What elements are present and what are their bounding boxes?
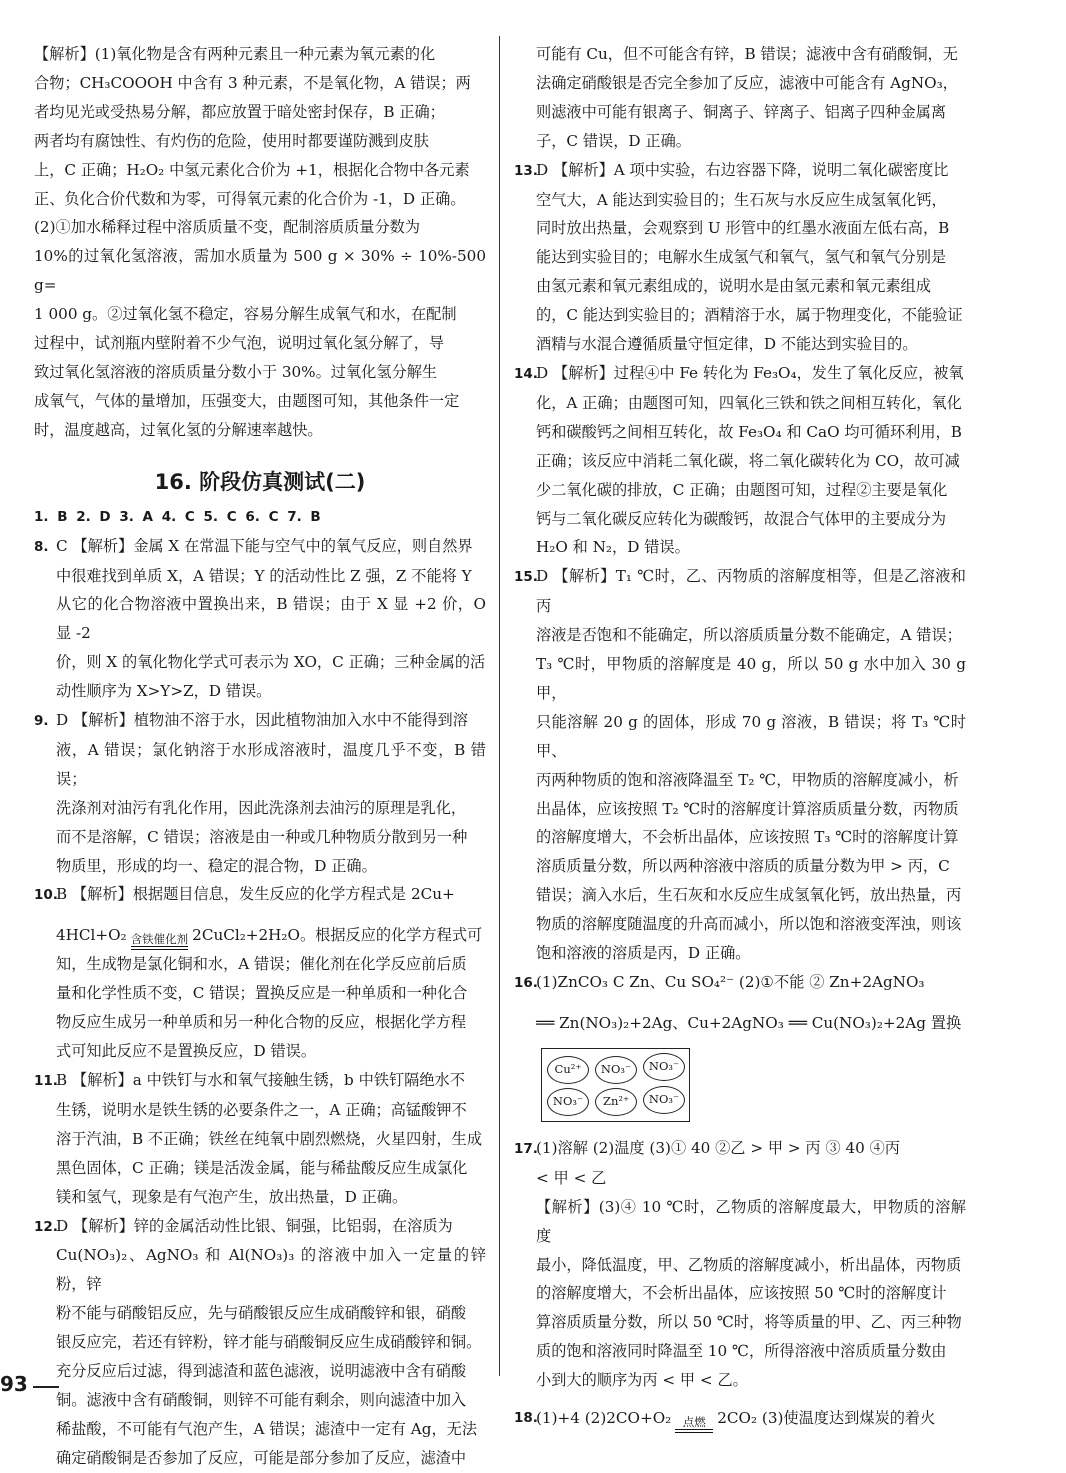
text-line: 子，C 错误，D 正确。 bbox=[536, 131, 691, 150]
text-line: H₂O 和 N₂，D 错误。 bbox=[536, 538, 690, 557]
ion-nitrate: NO₃⁻ bbox=[643, 1086, 685, 1114]
chemical-equation bbox=[56, 910, 486, 950]
text-line: 则滤液中可能有银离子、铜离子、锌离子、铝离子四种金属离 bbox=[536, 102, 947, 121]
text-line: D 【解析】植物油不溶于水，因此植物油加入水中不能得到溶 bbox=[56, 711, 468, 730]
text-line: 动性顺序为 X>Y>Z，D 错误。 bbox=[56, 682, 272, 701]
text-line: 酒精与水混合遵循质量守恒定律，D 不能达到实验目的。 bbox=[536, 335, 918, 354]
ion-copper: Cu²⁺ bbox=[547, 1056, 589, 1084]
text-line: 上，C 正确；H₂O₂ 中氢元素化合价为 +1，根据化合物中各元素 bbox=[34, 160, 470, 179]
text-line: 过程中，试剂瓶内壁附着不少气泡，说明过氧化氢分解了，导 bbox=[34, 334, 445, 353]
answer-q18 bbox=[514, 1395, 966, 1433]
text-line: 10%的过氧化氢溶液，需加水质量为 500 g × 30% ÷ 10%-500 g= bbox=[34, 247, 486, 295]
reaction-condition: 含铁催化剂 bbox=[130, 932, 189, 947]
text-line: 最小，降低温度，甲、乙物质的溶解度减小，析出晶体，丙物质 bbox=[536, 1255, 962, 1274]
question-number: 13. bbox=[514, 162, 538, 179]
text-line: 只能溶解 20 g 的固体，形成 70 g 溶液，B 错误；将 T₃ ℃时甲、 bbox=[536, 712, 966, 760]
text-line: 溶液是否饱和不能确定，所以溶质质量分数不能确定，A 错误； bbox=[536, 626, 962, 645]
text-line: 饱和溶液的溶质是丙，D 正确。 bbox=[536, 944, 751, 963]
text-line: 致过氧化氢溶液的溶质质量分数小于 30%。过氧化氢分解生 bbox=[34, 362, 438, 381]
answer-q11 bbox=[34, 1066, 486, 1212]
text-line: D 【解析】T₁ ℃时，乙、丙物质的溶解度相等，但是乙溶液和丙 bbox=[536, 567, 966, 616]
text-line: 物质里，形成的均一、稳定的混合物，D 正确。 bbox=[56, 856, 377, 875]
double-line bbox=[675, 1429, 713, 1433]
text-line: (1)溶解 (2)温度 (3)① 40 ②乙 > 甲 > 丙 ③ 40 ④丙 bbox=[536, 1138, 900, 1157]
text-line: B 【解析】根据题目信息，发生反应的化学方程式是 2Cu+ bbox=[56, 885, 455, 904]
text-line: 铜。滤液中含有硝酸铜，则锌不可能有剩余，则向滤渣中加入 bbox=[56, 1390, 467, 1409]
text-line: 溶质质量分数，所以两种溶液中溶质的质量分数为甲 > 丙，C bbox=[536, 857, 950, 876]
right-column bbox=[514, 40, 966, 1433]
left-column bbox=[34, 40, 486, 1473]
text-line: 镁和氢气，现象是有气泡产生，放出热量，D 正确。 bbox=[56, 1187, 408, 1206]
text-line: 而不是溶解，C 错误；溶液是由一种或几种物质分散到另一种 bbox=[56, 827, 468, 846]
text-line: 错误；滴入水后，生石灰和水反应生成氢氧化钙，放出热量，丙 bbox=[536, 886, 962, 905]
text-line: D 【解析】过程④中 Fe 转化为 Fe₃O₄，发生了氧化反应，被氧 bbox=[536, 363, 964, 382]
answer-q16 bbox=[514, 968, 966, 1038]
question-number: 9. bbox=[34, 713, 49, 730]
text-line: 银反应完，若还有锌粉，锌才能与硝酸铜反应生成硝酸锌和铜。 bbox=[56, 1333, 482, 1352]
column-divider bbox=[499, 36, 500, 1376]
text-line: 物反应生成另一种单质和另一种化合物的反应，根据化学方程 bbox=[56, 1013, 467, 1032]
text-line: 丙两种物质的饱和溶液降温至 T₂ ℃，甲物质的溶解度减小，析 bbox=[536, 770, 959, 789]
question-number: 17. bbox=[514, 1140, 538, 1157]
text-line: (1)ZnCO₃ C Zn、Cu SO₄²⁻ (2)①不能 ② Zn+2AgNO₃ bbox=[536, 973, 925, 991]
text-line: 少二氧化碳的排放，C 正确；由题图可知，过程②主要是氧化 bbox=[536, 480, 948, 499]
text-line: 黑色固体，C 正确；镁是活泼金属，能与稀盐酸反应生成氯化 bbox=[56, 1158, 468, 1177]
text-line: 【解析】(1)氧化物是含有两种元素且一种元素为氧元素的化 bbox=[34, 45, 436, 63]
question-number: 15. bbox=[514, 569, 538, 586]
text-line: 中很难找到单质 X，A 错误；Y 的活动性比 Z 强，Z 不能将 Y bbox=[56, 566, 472, 585]
text-line: 【解析】(3)④ 10 ℃时，乙物质的溶解度最大，甲物质的溶解度 bbox=[536, 1197, 966, 1245]
equation-arrow bbox=[131, 932, 189, 950]
text-line: Cu(NO₃)₂、AgNO₃ 和 Al(NO₃)₃ 的溶液中加入一定量的锌粉，锌 bbox=[56, 1246, 486, 1294]
text-line: 量和化学性质不变，C 错误；置换反应是一种单质和一种化合 bbox=[56, 984, 468, 1003]
equation-reactants: (1)+4 (2)2CO+O₂ bbox=[536, 1409, 672, 1428]
text-line: 钙和碳酸钙之间相互转化，故 Fe₃O₄ 和 CaO 均可循环利用，B bbox=[536, 422, 962, 441]
question-number: 18. bbox=[514, 1410, 538, 1427]
text-line: 知，生成物是氯化铜和水，A 错误；催化剂在化学反应前后质 bbox=[56, 955, 467, 974]
question-number: 14. bbox=[514, 365, 538, 382]
multiple-choice-answers: 1. B 2. D 3. A 4. C 5. C 6. C 7. B bbox=[34, 508, 321, 525]
answer-q10 bbox=[34, 880, 486, 1066]
ion-nitrate: NO₃⁻ bbox=[595, 1056, 637, 1084]
text-line: 正、负化合价代数和为零，可得氧元素的化合价为 -1，D 正确。 bbox=[34, 189, 466, 208]
section-title: 16. 阶段仿真测试(二) bbox=[154, 469, 366, 494]
page-number: 93 bbox=[0, 1372, 28, 1396]
equation-products: 2CO₂ (3)使温度达到煤炭的着火 bbox=[717, 1409, 936, 1428]
text-line: 时，温度越高，过氧化氢的分解速率越快。 bbox=[34, 420, 323, 439]
text-line: 算溶质质量分数，所以 50 ℃时，将等质量的甲、乙、丙三种物 bbox=[536, 1313, 962, 1332]
equation-products: 2CuCl₂+2H₂O。根据反应的化学方程式可 bbox=[192, 926, 483, 945]
ion-diagram bbox=[541, 1048, 690, 1122]
page-number-rule bbox=[33, 1386, 59, 1388]
text-line: 化，A 正确；由题图可知，四氧化三铁和铁之间相互转化，氧化 bbox=[536, 393, 962, 412]
question-number: 12. bbox=[34, 1218, 58, 1235]
text-line: 1 000 g。②过氧化氢不稳定，容易分解生成氧气和水，在配制 bbox=[34, 305, 457, 324]
text-line: 生锈，说明水是铁生锈的必要条件之一，A 正确；高锰酸钾不 bbox=[56, 1100, 467, 1119]
text-line: 法确定硝酸银是否完全参加了反应，滤液中可能含有 AgNO₃， bbox=[536, 73, 958, 92]
text-line: 液，A 错误；氯化钠溶于水形成溶液时，温度几乎不变，B 错误； bbox=[56, 740, 486, 788]
text-line: D 【解析】A 项中实验，右边容器下降，说明二氧化碳密度比 bbox=[536, 160, 949, 179]
answer-q15 bbox=[514, 562, 966, 968]
text-line: 确定硝酸铜是否参加了反应，可能是部分参加了反应，滤渣中 bbox=[56, 1448, 467, 1467]
question-number: 10. bbox=[34, 887, 58, 904]
text-line: ══ Zn(NO₃)₂+2Ag、Cu+2AgNO₃ ══ Cu(NO₃)₂+2Ag 置换 bbox=[536, 1014, 962, 1032]
equation-arrow bbox=[675, 1415, 713, 1433]
answer-q12-continued bbox=[514, 40, 966, 156]
text-line: D 【解析】锌的金属活动性比银、铜强，比铝弱，在溶质为 bbox=[56, 1216, 453, 1235]
text-line: 洗涤剂对油污有乳化作用，因此洗涤剂去油污的原理是乳化， bbox=[56, 798, 467, 817]
text-line: 充分反应后过滤，得到滤渣和蓝色滤液，说明滤液中含有硝酸 bbox=[56, 1362, 467, 1381]
text-line: 溶于汽油，B 不正确；铁丝在纯氧中剧烈燃烧，火星四射，生成 bbox=[56, 1129, 483, 1148]
text-line: 物质的溶解度随温度的升高而减小，所以饱和溶液变浑浊，则该 bbox=[536, 915, 962, 934]
text-line: (2)①加水稀释过程中溶质质量不变，配制溶质质量分数为 bbox=[34, 218, 421, 237]
answer-q9 bbox=[34, 706, 486, 880]
text-line: 钙与二氧化碳反应转化为碳酸钙，故混合气体甲的主要成分为 bbox=[536, 509, 947, 528]
answer-q14 bbox=[514, 359, 966, 562]
text-line: 成氧气，气体的量增加，压强变大，由题图可知，其他条件一定 bbox=[34, 391, 460, 410]
text-line: 正确；该反应中消耗二氧化碳，将二氧化碳转化为 CO，故可减 bbox=[536, 451, 960, 470]
text-line: < 甲 < 乙 bbox=[536, 1168, 607, 1187]
text-line: 者均见光或受热易分解，都应放置于暗处密封保存，B 正确； bbox=[34, 102, 445, 121]
ion-zinc: Zn²⁺ bbox=[595, 1088, 637, 1116]
text-line: 稀盐酸，不可能有气泡产生，A 错误；滤渣中一定有 Ag，无法 bbox=[56, 1419, 478, 1438]
text-line: 的溶解度增大，不会析出晶体，应该按照 50 ℃时的溶解度计 bbox=[536, 1284, 947, 1303]
text-line: 由氢元素和氧元素组成的，说明水是由氢元素和氧元素组成 bbox=[536, 277, 931, 296]
text-line: 质的饱和溶液同时降温至 10 ℃，所得溶液中溶质质量分数由 bbox=[536, 1342, 947, 1361]
text-line: 同时放出热量，会观察到 U 形管中的红墨水液面左低右高，B bbox=[536, 219, 950, 238]
text-line: 价，则 X 的氧化物化学式可表示为 XO，C 正确；三种金属的活 bbox=[56, 653, 486, 672]
text-line: 可能有 Cu，但不可能含有锌，B 错误；滤液中含有硝酸铜，无 bbox=[536, 45, 958, 63]
text-line: 从它的化合物溶液中置换出来，B 错误；由于 X 显 +2 价，O 显 -2 bbox=[56, 595, 486, 643]
text-line: 能达到实验目的；电解水生成氢气和氧气，氢气和氧气分别是 bbox=[536, 248, 947, 267]
question-number: 11. bbox=[34, 1073, 58, 1089]
text-line: 空气大，A 能达到实验目的；生石灰与水反应生成氢氧化钙， bbox=[536, 190, 947, 209]
equation-reactants: 4HCl+O₂ bbox=[56, 926, 127, 945]
text-line: 的溶解度增大，不会析出晶体，应该按照 T₃ ℃时的溶解度计算 bbox=[536, 828, 959, 847]
ion-nitrate: NO₃⁻ bbox=[643, 1053, 685, 1081]
text-line: 粉不能与硝酸铝反应，先与硝酸银反应生成硝酸锌和银，硝酸 bbox=[56, 1304, 467, 1323]
text-line: 两者均有腐蚀性、有灼伤的危险，使用时都要谨防溅到皮肤 bbox=[34, 131, 429, 150]
text-line: T₃ ℃时，甲物质的溶解度是 40 g，所以 50 g 水中加入 30 g 甲， bbox=[536, 655, 966, 702]
answer-q17 bbox=[514, 1134, 966, 1395]
question-number: 8. bbox=[34, 538, 49, 555]
question-number: 16. bbox=[514, 975, 538, 991]
text-line: 小到大的顺序为丙 < 甲 < 乙。 bbox=[536, 1371, 748, 1390]
q15-prev-analysis-part1 bbox=[34, 40, 486, 213]
text-line: C 【解析】金属 X 在常温下能与空气中的氧气反应，则自然界 bbox=[56, 536, 473, 555]
answer-q12 bbox=[34, 1212, 486, 1473]
text-line: 出晶体，应该按照 T₂ ℃时的溶解度计算溶质质量分数，丙物质 bbox=[536, 799, 959, 818]
text-line: B 【解析】a 中铁钉与水和氧气接触生锈，b 中铁钉隔绝水不 bbox=[56, 1071, 465, 1089]
reaction-condition: 点燃 bbox=[682, 1415, 706, 1430]
text-line: 的，C 能达到实验目的；酒精溶于水，属于物理变化，不能验证 bbox=[536, 306, 963, 325]
text-line: 式可知此反应不是置换反应，D 错误。 bbox=[56, 1042, 317, 1061]
q15-prev-analysis-part2 bbox=[34, 213, 486, 444]
answer-q13 bbox=[514, 156, 966, 359]
text-line: 合物；CH₃COOOH 中含有 3 种元素，不是氧化物，A 错误；两 bbox=[34, 73, 471, 92]
ion-nitrate: NO₃⁻ bbox=[547, 1088, 589, 1116]
answer-q8 bbox=[34, 532, 486, 706]
